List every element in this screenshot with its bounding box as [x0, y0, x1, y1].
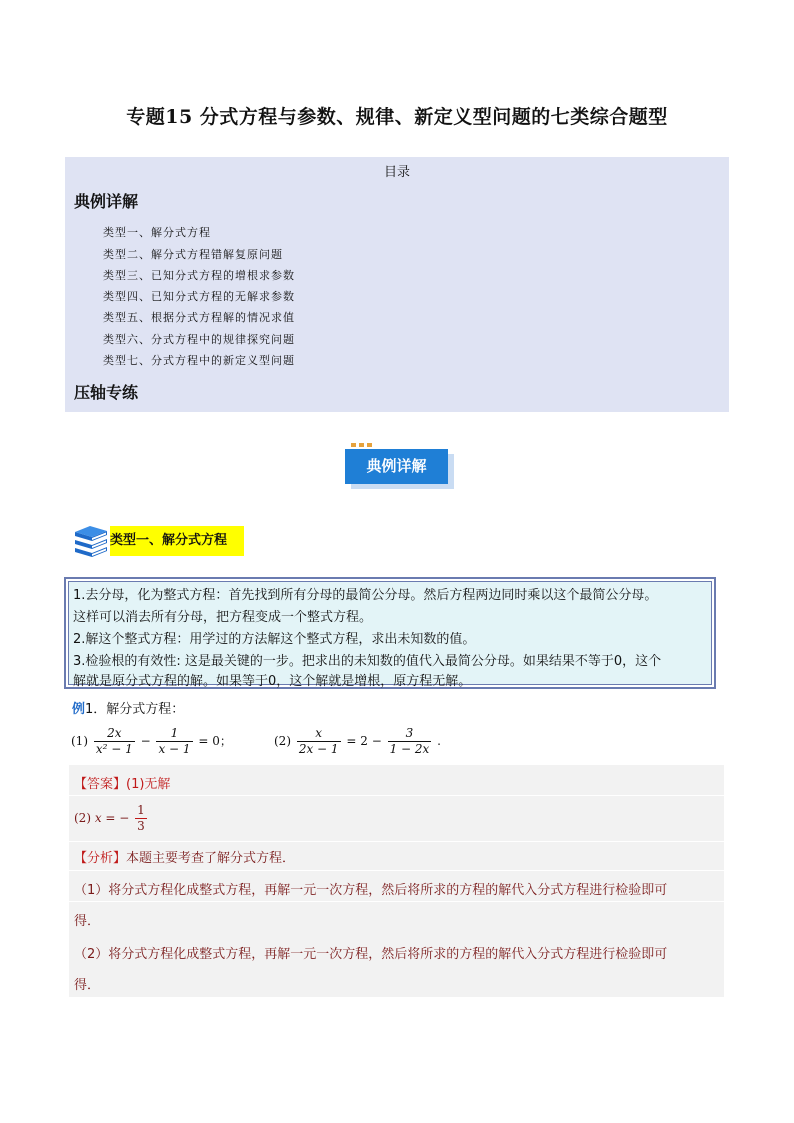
fraction — [297, 726, 341, 757]
answer-1: (1)无解 — [126, 777, 171, 792]
banner-dots-decoration — [351, 443, 373, 447]
toc-section-examples[interactable]: 典例详解 — [74, 192, 139, 211]
denominator: 1 − 2x — [389, 742, 430, 756]
analysis-step-2: （2）将分式方程化成整式方程，再解一元一次方程，然后将所求的方程的解代入分式方程进行检验即可 — [74, 947, 668, 962]
question-1-label: (1) — [71, 734, 88, 748]
banner-label: 典例详解 — [345, 449, 448, 484]
toc-item[interactable]: 类型一、解分式方程 — [103, 226, 211, 239]
toc-item[interactable]: 类型四、已知分式方程的无解求参数 — [103, 290, 295, 303]
method-line: 解就是原分式方程的解。如果等于0，这个解就是增根，原方程无解。 — [73, 674, 472, 689]
answer-tag: 【答案】 — [74, 777, 127, 792]
toc-item[interactable]: 类型二、解分式方程错解复原问题 — [103, 248, 283, 261]
toc-heading: 目录 — [383, 165, 410, 180]
analysis-line — [74, 847, 295, 866]
fraction — [388, 726, 432, 757]
question-2 — [274, 726, 441, 757]
answer-2-label: (2) — [74, 811, 91, 825]
analysis-tag: 【分析】 — [74, 851, 127, 866]
denominator: 2x − 1 — [298, 742, 339, 756]
answer-panel — [69, 765, 724, 997]
denominator: x² − 1 — [95, 742, 133, 756]
answer-line — [74, 773, 170, 792]
table-of-contents — [65, 157, 729, 412]
example-prefix: 例 — [72, 702, 86, 717]
equation-rhs: = 0； — [198, 734, 232, 748]
method-line: 3.检验根的有效性: 这是最关键的一步。把求出的未知数的值代入最简公分母。如果结果不等于0，这个 — [73, 654, 662, 669]
method-line: 1.去分母，化为整式方程：首先找到所有分母的最简公分母。然后方程两边同时乘以这个最简公分母。 — [73, 588, 658, 603]
fraction — [156, 726, 192, 757]
example-heading — [72, 698, 184, 717]
operator: − — [140, 734, 151, 748]
example-number: 1．解分式方程： — [85, 702, 185, 717]
analysis-step-2-end: 得． — [74, 978, 101, 993]
numerator: x — [297, 726, 341, 742]
numerator: 2x — [94, 726, 135, 742]
analysis-step-1: （1）将分式方程化成整式方程，再解一元一次方程，然后将所求的方程的解代入分式方程进行检验即可 — [74, 883, 668, 898]
denominator: x − 1 — [158, 742, 191, 756]
books-icon — [72, 522, 110, 560]
numerator: 3 — [388, 726, 432, 742]
page-title: 专题15 分式方程与参数、规律、新定义型问题的七类综合题型 — [126, 106, 668, 128]
method-line: 这样可以消去所有分母，把方程变成一个整式方程。 — [73, 610, 373, 625]
question-1 — [71, 726, 232, 757]
divider — [69, 901, 724, 902]
toc-item[interactable]: 类型三、已知分式方程的增根求参数 — [103, 269, 295, 282]
answer-2-lhs: x = − — [94, 811, 130, 825]
toc-item[interactable]: 类型六、分式方程中的规律探究问题 — [103, 333, 295, 346]
question-2-label: (2) — [274, 734, 291, 748]
toc-item[interactable]: 类型五、根据分式方程解的情况求值 — [103, 311, 295, 324]
toc-section-practice[interactable]: 压轴专练 — [74, 383, 139, 402]
method-line: 2.解这个整式方程：用学过的方法解这个整式方程，求出未知数的值。 — [73, 632, 476, 647]
method-box — [64, 577, 716, 689]
divider — [69, 795, 724, 796]
fraction — [135, 803, 147, 834]
fraction — [94, 726, 135, 757]
answer-2 — [74, 803, 149, 834]
denominator: 3 — [137, 819, 145, 833]
divider — [69, 841, 724, 842]
type-label: 类型一、解分式方程 — [110, 526, 244, 556]
toc-item[interactable]: 类型七、分式方程中的新定义型问题 — [103, 354, 295, 367]
numerator: 1 — [156, 726, 192, 742]
analysis-step-1-end: 得． — [74, 914, 101, 929]
analysis-text: 本题主要考查了解分式方程． — [126, 851, 296, 866]
numerator: 1 — [137, 803, 145, 817]
divider — [69, 870, 724, 871]
equation-end: . — [437, 734, 441, 748]
equation-middle: = 2 − — [346, 734, 382, 748]
